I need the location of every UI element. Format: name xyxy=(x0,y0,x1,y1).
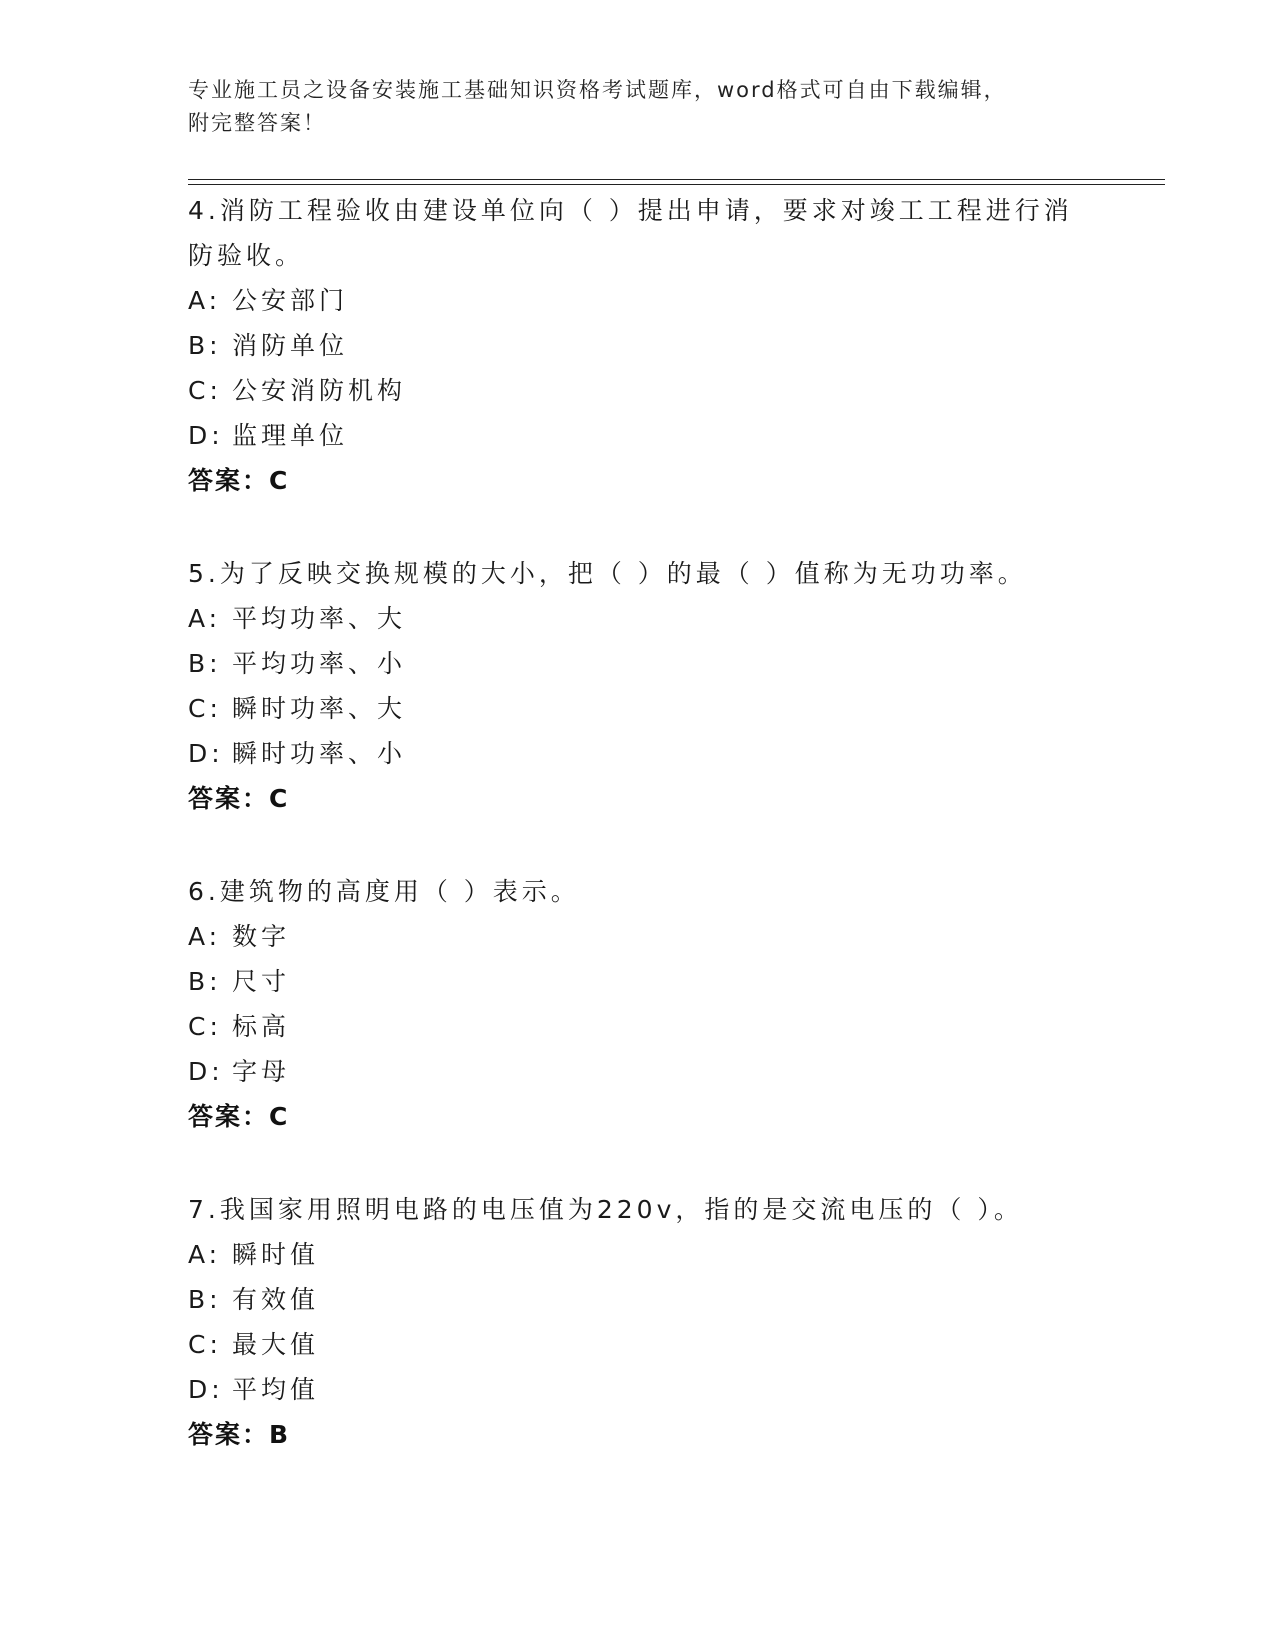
option-letter: D: xyxy=(188,421,224,450)
answer-line: 答案：C xyxy=(188,784,290,813)
option-text: 数字 xyxy=(232,922,291,951)
option-letter: B: xyxy=(188,649,222,678)
option-text: 消防单位 xyxy=(232,331,349,360)
option-letter: C: xyxy=(188,694,222,723)
option-c xyxy=(188,368,1088,413)
option-text: 瞬时功率、小 xyxy=(232,739,407,768)
option-letter: C: xyxy=(188,1330,222,1359)
question-stem: 5.为了反映交换规模的大小，把（ ）的最（ ）值称为无功功率。 xyxy=(188,559,1027,588)
option-a xyxy=(188,914,1088,959)
option-text: 字母 xyxy=(232,1057,291,1086)
question-stem-continued: 防验收。 xyxy=(188,241,305,270)
option-b xyxy=(188,959,1088,1004)
option-letter: A: xyxy=(188,922,222,951)
option-d xyxy=(188,1049,1088,1094)
question-stem: 4.消防工程验收由建设单位向（ ）提出申请，要求对竣工工程进行消 xyxy=(188,196,1073,225)
option-d xyxy=(188,413,1088,458)
question-5 xyxy=(188,551,1088,821)
question-4 xyxy=(188,188,1088,503)
option-c xyxy=(188,1322,1088,1367)
header-divider xyxy=(188,179,1165,185)
option-text: 监理单位 xyxy=(232,421,349,450)
option-d xyxy=(188,1367,1088,1412)
option-text: 标高 xyxy=(232,1012,291,1041)
question-6 xyxy=(188,869,1088,1139)
option-c xyxy=(188,1004,1088,1049)
option-b xyxy=(188,323,1088,368)
option-letter: B: xyxy=(188,1285,222,1314)
option-letter: C: xyxy=(188,376,222,405)
option-text: 公安部门 xyxy=(232,286,349,315)
option-letter: B: xyxy=(188,331,222,360)
option-text: 瞬时值 xyxy=(232,1240,320,1269)
option-b xyxy=(188,641,1088,686)
option-text: 有效值 xyxy=(232,1285,320,1314)
option-c xyxy=(188,686,1088,731)
question-stem: 6.建筑物的高度用（ ）表示。 xyxy=(188,877,580,906)
document-header xyxy=(188,74,1088,140)
option-letter: A: xyxy=(188,286,222,315)
option-text: 最大值 xyxy=(232,1330,320,1359)
option-letter: D: xyxy=(188,1375,224,1404)
answer-line: 答案：C xyxy=(188,1102,290,1131)
option-letter: C: xyxy=(188,1012,222,1041)
header-line-2: 附完整答案！ xyxy=(188,111,326,135)
option-text: 平均功率、小 xyxy=(232,649,407,678)
option-letter: A: xyxy=(188,604,222,633)
option-d xyxy=(188,731,1088,776)
option-text: 平均功率、大 xyxy=(232,604,407,633)
option-text: 尺寸 xyxy=(232,967,291,996)
option-b xyxy=(188,1277,1088,1322)
option-text: 瞬时功率、大 xyxy=(232,694,407,723)
question-list xyxy=(188,188,1088,1505)
option-a xyxy=(188,278,1088,323)
option-letter: A: xyxy=(188,1240,222,1269)
option-text: 公安消防机构 xyxy=(232,376,407,405)
option-a xyxy=(188,596,1088,641)
option-letter: D: xyxy=(188,739,224,768)
option-a xyxy=(188,1232,1088,1277)
option-letter: D: xyxy=(188,1057,224,1086)
option-letter: B: xyxy=(188,967,222,996)
answer-line: 答案：B xyxy=(188,1420,291,1449)
question-stem: 7.我国家用照明电路的电压值为220v，指的是交流电压的（ ）。 xyxy=(188,1195,1023,1224)
answer-line: 答案：C xyxy=(188,466,290,495)
option-text: 平均值 xyxy=(232,1375,320,1404)
header-line-1: 专业施工员之设备安装施工基础知识资格考试题库，word格式可自由下载编辑， xyxy=(188,78,1007,102)
question-7 xyxy=(188,1187,1088,1457)
